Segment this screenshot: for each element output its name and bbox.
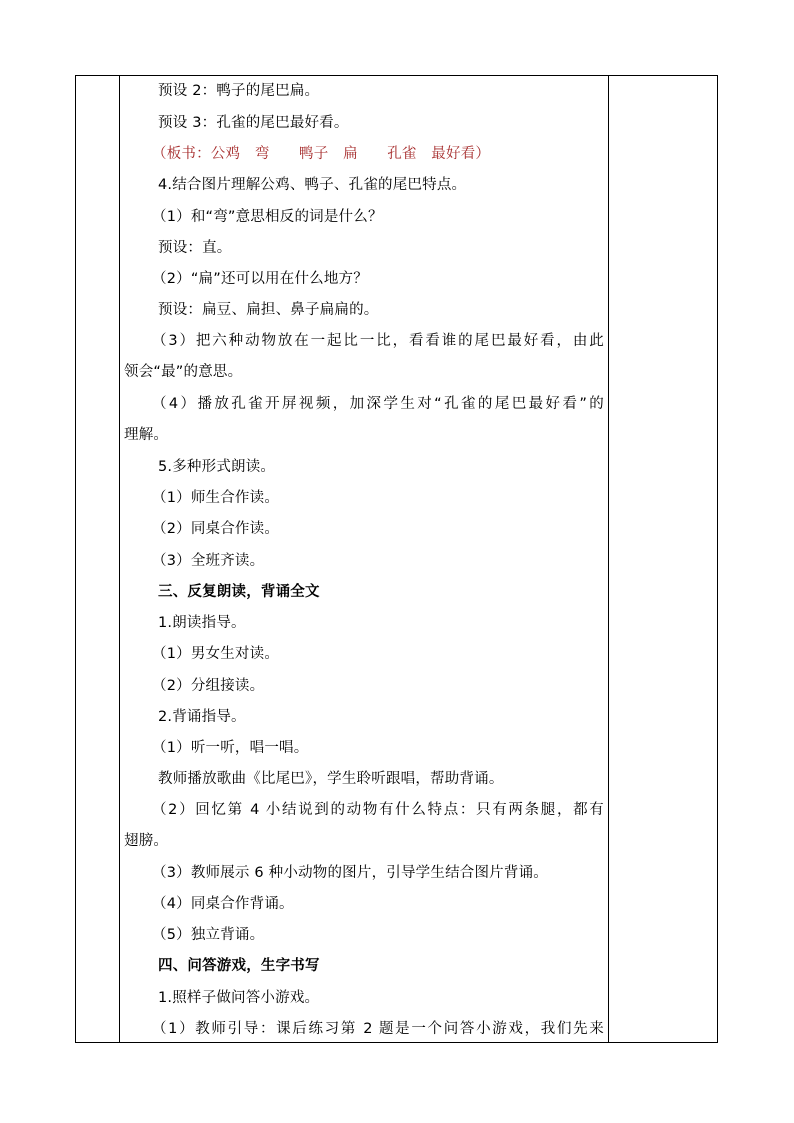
text-line: 1.照样子做问答小游戏。 bbox=[158, 990, 320, 1006]
text-line: （2）同桌合作读。 bbox=[152, 521, 280, 537]
text-line: （4）播放孔雀开屏视频，加深学生对“孔雀的尾巴最好看”的 bbox=[152, 396, 604, 412]
text-line: （3）全班齐读。 bbox=[152, 553, 265, 569]
text-line: 预设：扁豆、扁担、鼻子扁扁的。 bbox=[158, 302, 379, 318]
text-line: 5.多种形式朗读。 bbox=[158, 459, 276, 475]
text-line: （2）“扁”还可以用在什么地方？ bbox=[152, 271, 368, 287]
text-line: （2）回忆第 4 小结说到的动物有什么特点：只有两条腿，都有 bbox=[152, 802, 604, 818]
text-line: （4）同桌合作背诵。 bbox=[152, 896, 294, 912]
text-line: 领会“最”的意思。 bbox=[124, 364, 243, 380]
section-heading: 四、问答游戏，生字书写 bbox=[158, 958, 320, 974]
text-line: 教师播放歌曲《比尾巴》，学生聆听跟唱，帮助背诵。 bbox=[158, 771, 504, 787]
text-line: 预设 3：孔雀的尾巴最好看。 bbox=[158, 115, 349, 131]
text-line: 1.朗读指导。 bbox=[158, 615, 246, 631]
text-line: 预设：直。 bbox=[158, 240, 232, 256]
text-line: 翅膀。 bbox=[124, 833, 169, 849]
text-line: 预设 2：鸭子的尾巴扁。 bbox=[158, 83, 320, 99]
text-line: 理解。 bbox=[124, 427, 169, 443]
column-divider-right bbox=[608, 76, 609, 1042]
column-divider-left bbox=[119, 76, 120, 1042]
text-line: （3）教师展示 6 种小动物的图片，引导学生结合图片背诵。 bbox=[152, 865, 548, 881]
text-line: （1）听一听，唱一唱。 bbox=[152, 740, 309, 756]
text-line: （1）师生合作读。 bbox=[152, 490, 280, 506]
text-line: （1）教师引导：课后练习第 2 题是一个问答小游戏，我们先来 bbox=[152, 1021, 604, 1037]
text-line: 2.背诵指导。 bbox=[158, 709, 246, 725]
text-line: （3）把六种动物放在一起比一比，看看谁的尾巴最好看，由此 bbox=[152, 333, 604, 349]
section-heading: 三、反复朗读，背诵全文 bbox=[158, 584, 320, 600]
text-line: （1）和“弯”意思相反的词是什么？ bbox=[152, 209, 383, 225]
text-line: （2）分组接读。 bbox=[152, 678, 265, 694]
text-line: （1）男女生对读。 bbox=[152, 646, 280, 662]
text-line: （5）独立背诵。 bbox=[152, 927, 265, 943]
blackboard-note: （板书：公鸡 弯 鸭子 扁 孔雀 最好看） bbox=[152, 146, 491, 162]
text-line: 4.结合图片理解公鸡、鸭子、孔雀的尾巴特点。 bbox=[158, 177, 467, 193]
